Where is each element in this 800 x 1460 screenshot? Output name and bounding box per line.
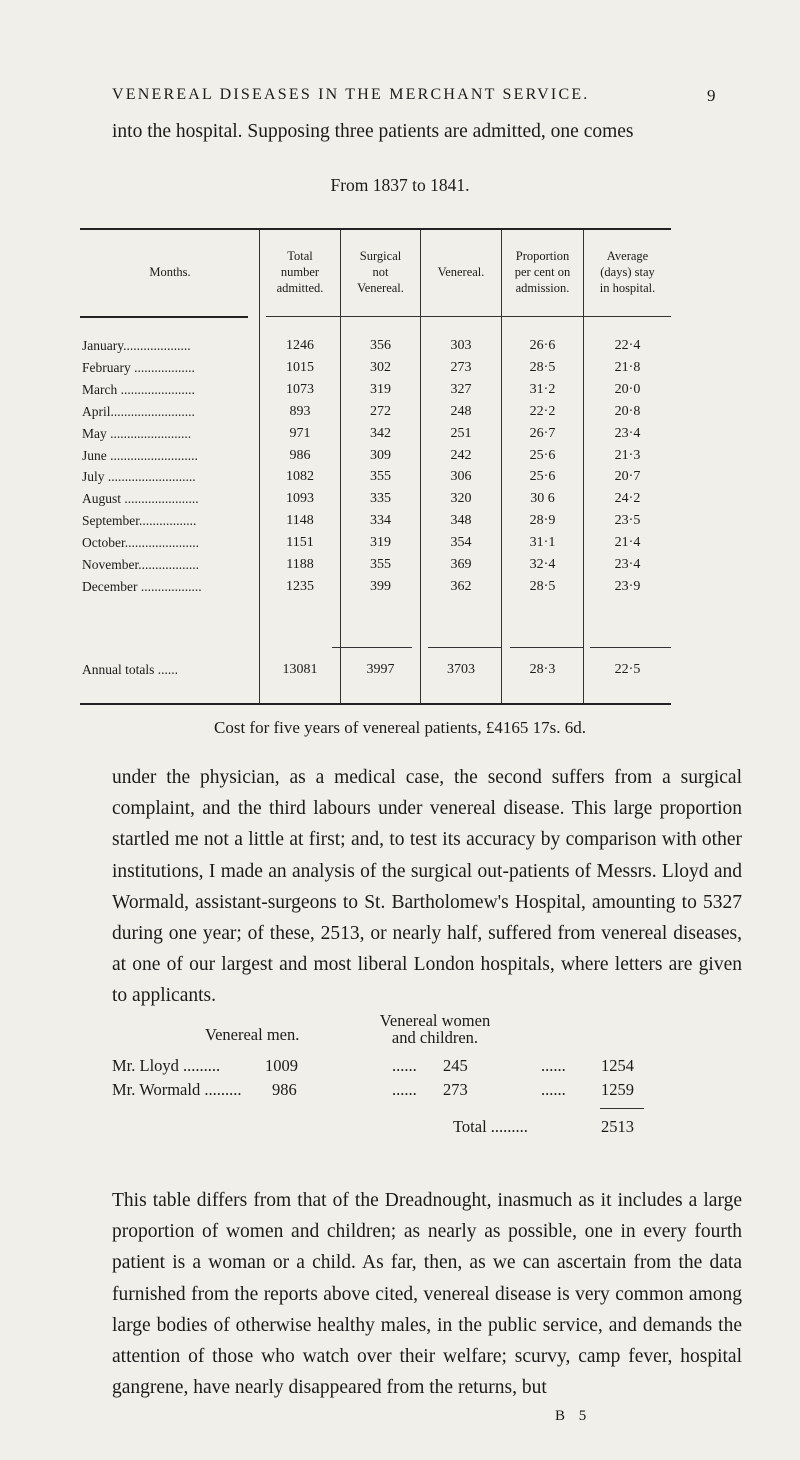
sub-header-women: Venereal women and children. bbox=[379, 1011, 491, 1047]
table-cell: 303 bbox=[450, 338, 472, 353]
sub-row-dots: ...... bbox=[392, 1056, 417, 1075]
table-cell: 31·2 bbox=[529, 381, 556, 397]
table-cell: 348 bbox=[450, 513, 472, 529]
table-cell: 319 bbox=[370, 535, 391, 551]
table-cell: 354 bbox=[450, 535, 472, 551]
table-cell: 28·5 bbox=[529, 359, 556, 375]
table-cell: 1188 bbox=[286, 557, 314, 572]
totals-admitted: 13081 bbox=[282, 662, 318, 677]
table-cell: 327 bbox=[450, 381, 472, 397]
table-cell: 342 bbox=[370, 425, 391, 441]
table-cell: 319 bbox=[370, 381, 391, 397]
header-total: Total number admitted. bbox=[276, 249, 324, 295]
table-cell: 272 bbox=[370, 403, 391, 419]
table-cell: 1246 bbox=[286, 338, 314, 353]
table-cell: 335 bbox=[370, 491, 391, 507]
header-proportion: Proportion per cent on admission. bbox=[514, 249, 571, 295]
table-cell: 23·5 bbox=[614, 513, 641, 529]
month-label: September................. bbox=[82, 513, 197, 529]
table-cell: 369 bbox=[450, 557, 472, 572]
table-cell: 20·8 bbox=[614, 403, 641, 419]
table-cell: 273 bbox=[450, 359, 472, 375]
sub-row-total: 1254 bbox=[601, 1056, 634, 1075]
table-cell: 21·3 bbox=[614, 447, 641, 463]
table-cell: 23·4 bbox=[614, 425, 641, 441]
header-months: Months. bbox=[149, 265, 191, 279]
table-cell: 362 bbox=[450, 578, 472, 594]
table-cell: 334 bbox=[370, 513, 391, 529]
month-label: August ...................... bbox=[82, 491, 199, 507]
table-cell: 248 bbox=[450, 403, 472, 419]
table-cell: 971 bbox=[289, 425, 311, 441]
table-cell: 22·2 bbox=[529, 403, 556, 419]
table-cell: 1082 bbox=[286, 469, 314, 485]
table-cell: 1235 bbox=[286, 578, 314, 594]
month-label: February .................. bbox=[82, 359, 195, 375]
cost-note: Cost for five years of venereal patients, £4165 17s. 6d. bbox=[213, 718, 587, 737]
month-label: May ........................ bbox=[82, 425, 192, 441]
table-cell: 1015 bbox=[286, 359, 314, 375]
table-cell: 25·6 bbox=[529, 469, 556, 485]
sub-total-label: Total ......... bbox=[453, 1117, 528, 1136]
month-label: March ...................... bbox=[82, 381, 195, 397]
header-average-stay: Average (days) stay in hospital. bbox=[599, 249, 656, 295]
totals-average-stay: 22·5 bbox=[614, 662, 641, 677]
table-cell: 28·9 bbox=[529, 513, 556, 529]
table-cell: 30 6 bbox=[530, 491, 555, 507]
header-surgical: Surgical not Venereal. bbox=[357, 249, 404, 295]
month-label: July .......................... bbox=[82, 469, 196, 485]
running-head: VENEREAL DISEASES IN THE MERCHANT SERVICE. bbox=[112, 86, 590, 103]
header-venereal: Venereal. bbox=[437, 265, 485, 279]
table-cell: 1148 bbox=[286, 513, 314, 529]
table-cell: 355 bbox=[370, 469, 391, 485]
sub-total-value: 2513 bbox=[601, 1117, 634, 1136]
totals-label: Annual totals ...... bbox=[82, 662, 178, 677]
sub-row-dots: ...... bbox=[541, 1080, 566, 1099]
month-label: October...................... bbox=[82, 535, 199, 551]
table-cell: 21·4 bbox=[614, 535, 641, 551]
surgeon-table bbox=[0, 1010, 800, 1180]
table-cell: 22·4 bbox=[614, 338, 641, 353]
table-cell: 302 bbox=[370, 359, 391, 375]
sub-row-women: 273 bbox=[443, 1080, 468, 1099]
sub-row-dots: ...... bbox=[541, 1056, 566, 1075]
table-cell: 355 bbox=[370, 557, 391, 572]
table-cell: 31·1 bbox=[529, 535, 556, 551]
table-title: From 1837 to 1841. bbox=[330, 175, 470, 195]
table-cell: 26·7 bbox=[529, 425, 556, 441]
table-cell: 23·4 bbox=[614, 557, 641, 572]
sub-row-men: 1009 bbox=[265, 1056, 298, 1075]
month-label: November.................. bbox=[82, 557, 199, 572]
signature-mark: B 5 bbox=[555, 1408, 592, 1424]
table-cell: 242 bbox=[450, 447, 472, 463]
table-cell: 251 bbox=[450, 425, 472, 441]
month-label: December .................. bbox=[82, 578, 202, 594]
sub-row-total: 1259 bbox=[601, 1080, 634, 1099]
sub-header-men: Venereal men. bbox=[205, 1025, 300, 1044]
table-cell: 320 bbox=[450, 491, 472, 507]
table-cell: 23·9 bbox=[614, 578, 641, 594]
table-cell: 26·6 bbox=[529, 338, 556, 353]
table-cell: 24·2 bbox=[614, 491, 641, 507]
table-cell: 309 bbox=[370, 447, 391, 463]
page-header bbox=[0, 86, 800, 110]
table-cell: 1093 bbox=[286, 491, 314, 507]
sub-row-men: 986 bbox=[272, 1080, 297, 1099]
table-cell: 986 bbox=[289, 447, 311, 463]
table-cell: 25·6 bbox=[529, 447, 556, 463]
table-cell: 356 bbox=[370, 338, 391, 353]
totals-surgical: 3997 bbox=[366, 662, 395, 677]
closing-paragraph: This table differs from that of the Dreadnought, inasmuch as it includes a large proportion of women and children; as nearly as possible, one in every fourth patient is a woman or a child. As far, then, as we can ascertain from the data furnished from the reports above cited, venereal disease is very common among large bodies of otherwise healthy males, in the public service, and demands the attention of those who watch over their welfare; scurvy, camp fever, hospital gangrene, have nearly disappeared from the returns, but bbox=[112, 1190, 742, 1399]
body-paragraph: under the physician, as a medical case, the second suffers from a surgical complaint, and the third labours under venereal disease. This large proportion startled me not a little at first; and, to test its accuracy by comparison with other institutions, I made an analysis of the surgical out-patients of Messrs. Lloyd and Wormald, assistant-surgeons to St. Bartholomew's Hospital, amounting to 5327 during one year; of these, 2513, or nearly half, suffered from venereal diseases, at one of our largest and most liberal London hospitals, where letters are given to applicants. bbox=[112, 767, 742, 1007]
table-cell: 20·7 bbox=[614, 469, 641, 485]
table-cell: 1073 bbox=[286, 381, 314, 397]
statistics-table bbox=[80, 228, 671, 705]
sub-row-name: Mr. Wormald ......... bbox=[112, 1080, 242, 1099]
month-label: April......................... bbox=[82, 403, 195, 419]
intro-paragraph: into the hospital. Supposing three patients are admitted, one comes bbox=[112, 121, 634, 142]
table-cell: 21·8 bbox=[614, 359, 641, 375]
sub-row-name: Mr. Lloyd ......... bbox=[112, 1056, 221, 1075]
month-label: January.................... bbox=[82, 338, 191, 353]
table-cell: 1151 bbox=[286, 535, 314, 551]
table-cell: 28·5 bbox=[529, 578, 556, 594]
totals-venereal: 3703 bbox=[447, 662, 475, 677]
table-cell: 306 bbox=[450, 469, 472, 485]
table-cell: 20·0 bbox=[614, 381, 641, 397]
totals-proportion: 28·3 bbox=[529, 662, 556, 677]
table-cell: 399 bbox=[370, 578, 391, 594]
month-label: June .......................... bbox=[82, 447, 198, 463]
table-cell: 32·4 bbox=[529, 557, 556, 572]
page-number: 9 bbox=[707, 86, 716, 105]
sub-row-dots: ...... bbox=[392, 1080, 417, 1099]
sub-row-women: 245 bbox=[443, 1056, 468, 1075]
table-cell: 893 bbox=[289, 403, 311, 419]
total-rule bbox=[600, 1108, 644, 1109]
